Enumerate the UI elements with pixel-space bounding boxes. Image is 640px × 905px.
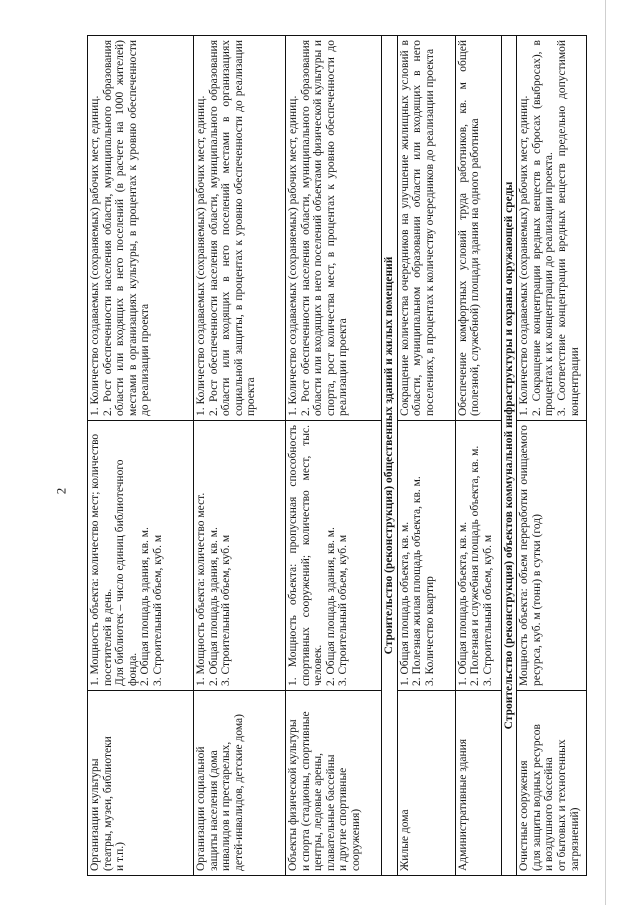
results-cell: Обеспечение комфортных условий труда работников, кв. м общей (полезной, служебной) площади здания на одного работника — [455, 36, 501, 421]
params-cell: 1. Общая площадь объекта, кв. м. 2. Полезная и служебная площадь объекта, кв. м. 3. Строительный объем, куб. м — [455, 421, 501, 691]
params-cell: Мощность объекта: объем переработки очищаемого ресурса, куб. м (тонн) в сутки (год) — [517, 421, 587, 691]
results-cell: 1. Количество создаваемых (сохраняемых) рабочих мест, единиц. 2. Рост обеспеченности населения области, муниципального образования области или входящих в него поселений объектами физической культуры и спорта, рост количества мест, в процентах к уровню обеспеченности до реализации проекта — [286, 36, 382, 421]
section-heading-row — [382, 36, 398, 876]
object-cell: Административные здания — [455, 691, 501, 876]
table-row — [194, 36, 286, 876]
params-cell: 1. Мощность объекта: количество мест. 2. Общая площадь здания, кв. м. 3. Строительный объем, куб. м — [194, 421, 286, 691]
object-cell: Объекты физической культуры и спорта (стадионы, спортивные центры, ледовые арены, плавательные бассейны и другие спортивные сооружения) — [286, 691, 382, 876]
params-cell: 1. Общая площадь объекта, кв. м. 2. Полезная жилая площадь объекта, кв. м. 3. Количество квартир — [397, 421, 455, 691]
object-cell: Организации культуры (театры, музеи, библиотеки и т.п.) — [88, 691, 194, 876]
table-row — [88, 36, 194, 876]
table-row — [397, 36, 455, 876]
object-cell: Очистные сооружения (для защиты водных ресурсов и воздушного бассейна от бытовых и техногенных загрязнений) — [517, 691, 587, 876]
results-cell: 1. Количество создаваемых (сохраняемых) рабочих мест, единиц. 2. Сокращение концентрации вредных веществ в сбросах (выбросах), в процентах к их концентрации до реализации проекта. 3. Соответствие концентрации вредных веществ предельно допустимой концентрации — [517, 36, 587, 421]
results-cell: 1. Количество создаваемых (сохраняемых) рабочих мест, единиц. 2. Рост обеспеченности населения области, муниципального образования области или входящих в него поселений (в расчете на 1000 жителей) местами в организациях культуры, в процентах к уровню обеспеченности до реализации проекта — [88, 36, 194, 421]
object-cell: Жилые дома — [397, 691, 455, 876]
objects-table — [87, 35, 587, 876]
table-row — [286, 36, 382, 876]
results-cell: Сокращение количества очередников на улучшение жилищных условий в области, муниципальном образовании области или входящих в него поселениях, в процентах к количеству очередников до реализации проекта — [397, 36, 455, 421]
object-cell: Организации социальной защиты населения (дома инвалидов и престарелых, детей-инвалидов, детские дома) — [194, 691, 286, 876]
section-heading: Строительство (реконструкция) общественных зданий и жилых помещений — [382, 36, 398, 876]
rotated-page — [87, 36, 597, 876]
table-row — [455, 36, 501, 876]
scan-edge-line — [605, 0, 606, 905]
params-cell: 1. Мощность объекта: пропускная способность спортивных сооружений; количество мест, тыс. человек. 2. Общая площадь здания, кв. м. 3. Строительный объем, куб. м — [286, 421, 382, 691]
page-number: 2 — [53, 487, 69, 495]
section-heading: Строительство (реконструкция) объектов коммунальной инфраструктуры и охраны окружающей среды — [501, 36, 517, 876]
params-cell: 1. Мощность объекта: количество мест; количество посетителей в день. Для библиотек – число единиц библиотечного фонда. 2. Общая площадь здания, кв. м. 3. Строительный объем, куб. м — [88, 421, 194, 691]
section-heading-row — [501, 36, 517, 876]
table-row — [517, 36, 587, 876]
results-cell: 1. Количество создаваемых (сохраняемых) рабочих мест, единиц. 2. Рост обеспеченности населения области, муниципального образования области или входящих в него поселений местами в организациях социальной защиты, в процентах к уровню обеспеченности до реализации проекта — [194, 36, 286, 421]
